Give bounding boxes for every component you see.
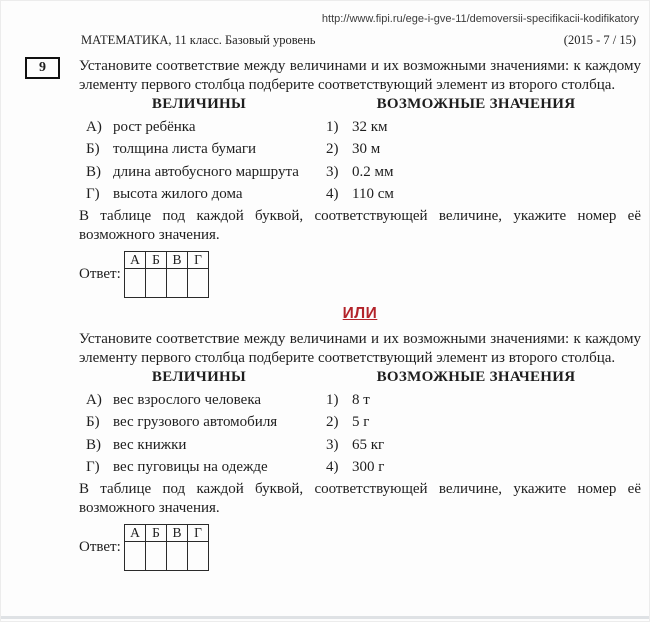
matching-columns	[79, 369, 641, 477]
task-intro-text: Установите соответствие между величинами и их возможными значениями: к каждому элементу первого столбца подберите соответствующий элемент из второго столбца.	[79, 331, 641, 366]
answer-label: Ответ:	[79, 266, 121, 282]
value-key: 1)	[326, 118, 339, 135]
value-key: 2)	[326, 414, 339, 430]
quantities-column	[79, 369, 319, 477]
value-key: 1)	[326, 391, 339, 408]
quantity-key: Б)	[86, 414, 100, 430]
value-key: 4)	[326, 186, 339, 202]
quantity-key: Г)	[86, 459, 100, 475]
value-text: 8 т	[352, 391, 370, 408]
answer-cell	[146, 269, 167, 298]
answer-area	[79, 524, 641, 571]
quantity-key: В)	[86, 163, 101, 180]
answer-column-letter: Г	[188, 252, 209, 269]
answer-column-letter: В	[167, 252, 188, 269]
answer-column-letter: Г	[188, 525, 209, 542]
quantity-text: вес книжки	[113, 436, 187, 453]
quantity-key: В)	[86, 436, 101, 453]
value-item	[326, 410, 626, 433]
value-text: 300 г	[352, 459, 385, 475]
value-text: 5 г	[352, 414, 370, 430]
quantity-text: вес пуговицы на одежде	[113, 459, 268, 475]
quantity-item	[79, 114, 319, 137]
source-url: http://www.fipi.ru/ege-i-gve-11/demoversii-specifikacii-kodifikatory	[321, 13, 639, 25]
quantities-header: ВЕЛИЧИНЫ	[151, 96, 247, 112]
value-item	[326, 432, 626, 455]
quantity-item	[79, 410, 319, 433]
quantity-key: А)	[86, 118, 102, 135]
question-body	[79, 57, 641, 571]
quantities-header: ВЕЛИЧИНЫ	[151, 369, 247, 385]
answer-instruction-text: В таблице под каждой буквой, соответствующей величине, укажите номер её возможного значения.	[79, 481, 641, 516]
value-key: 3)	[326, 163, 339, 180]
value-item	[326, 137, 626, 160]
answer-cell	[188, 542, 209, 571]
answer-column-letter: Б	[146, 252, 167, 269]
quantity-key: А)	[86, 391, 102, 408]
value-key: 3)	[326, 436, 339, 453]
answer-table-input-row	[125, 542, 209, 571]
answer-table	[124, 251, 209, 298]
value-item	[326, 182, 626, 205]
value-key: 2)	[326, 141, 339, 157]
value-text: 65 кг	[352, 436, 385, 453]
value-text: 110 см	[352, 186, 394, 202]
value-item	[326, 159, 626, 182]
answer-cell	[125, 269, 146, 298]
value-key: 4)	[326, 459, 339, 475]
answer-area	[79, 251, 641, 298]
answer-table-input-row	[125, 269, 209, 298]
answer-cell	[146, 542, 167, 571]
task-variant-2	[79, 330, 641, 571]
answer-cell	[188, 269, 209, 298]
quantity-key: Г)	[86, 186, 100, 202]
task-variant-1	[79, 57, 641, 298]
answer-instruction-text: В таблице под каждой буквой, соответствующей величине, укажите номер её возможного значения.	[79, 208, 641, 243]
answer-table-header-row	[125, 525, 209, 542]
values-column	[326, 369, 626, 477]
answer-column-letter: Б	[146, 525, 167, 542]
task-intro-text: Установите соответствие между величинами и их возможными значениями: к каждому элементу первого столбца подберите соответствующий элемент из второго столбца.	[79, 58, 641, 93]
quantity-item	[79, 432, 319, 455]
page-header-subject: МАТЕМАТИКА, 11 класс. Базовый уровень	[81, 33, 316, 47]
answer-column-letter: В	[167, 525, 188, 542]
values-header: ВОЗМОЖНЫЕ ЗНАЧЕНИЯ	[376, 369, 576, 385]
value-text: 32 км	[352, 118, 388, 135]
quantity-item	[79, 137, 319, 160]
quantity-text: длина автобусного маршрута	[113, 163, 299, 180]
answer-column-letter: А	[125, 252, 146, 269]
quantities-column	[79, 96, 319, 204]
value-item	[326, 455, 626, 478]
scan-bottom-edge	[1, 616, 649, 619]
quantity-text: толщина листа бумаги	[113, 141, 257, 157]
quantity-text: вес взрослого человека	[113, 391, 262, 408]
answer-cell	[125, 542, 146, 571]
value-text: 30 м	[352, 141, 381, 157]
answer-column-letter: А	[125, 525, 146, 542]
question-number: 9	[39, 60, 46, 75]
quantity-item	[79, 182, 319, 205]
quantity-item	[79, 455, 319, 478]
answer-cell	[167, 269, 188, 298]
answer-cell	[167, 542, 188, 571]
values-header: ВОЗМОЖНЫЕ ЗНАЧЕНИЯ	[376, 96, 576, 112]
quantity-text: рост ребёнка	[113, 118, 196, 135]
values-column	[326, 96, 626, 204]
value-item	[326, 114, 626, 137]
or-divider: ИЛИ	[342, 305, 378, 322]
quantity-text: вес грузового автомобиля	[113, 414, 278, 430]
answer-table	[124, 524, 209, 571]
value-text: 0.2 мм	[352, 163, 394, 180]
answer-table-header-row	[125, 252, 209, 269]
quantity-text: высота жилого дома	[113, 186, 243, 202]
quantity-item	[79, 387, 319, 410]
answer-label: Ответ:	[79, 539, 121, 555]
quantity-key: Б)	[86, 141, 100, 157]
quantity-item	[79, 159, 319, 182]
page-header-pagination: (2015 - 7 / 15)	[563, 33, 636, 47]
matching-columns	[79, 96, 641, 204]
question-number-box	[25, 57, 60, 79]
value-item	[326, 387, 626, 410]
page-header	[81, 33, 636, 48]
